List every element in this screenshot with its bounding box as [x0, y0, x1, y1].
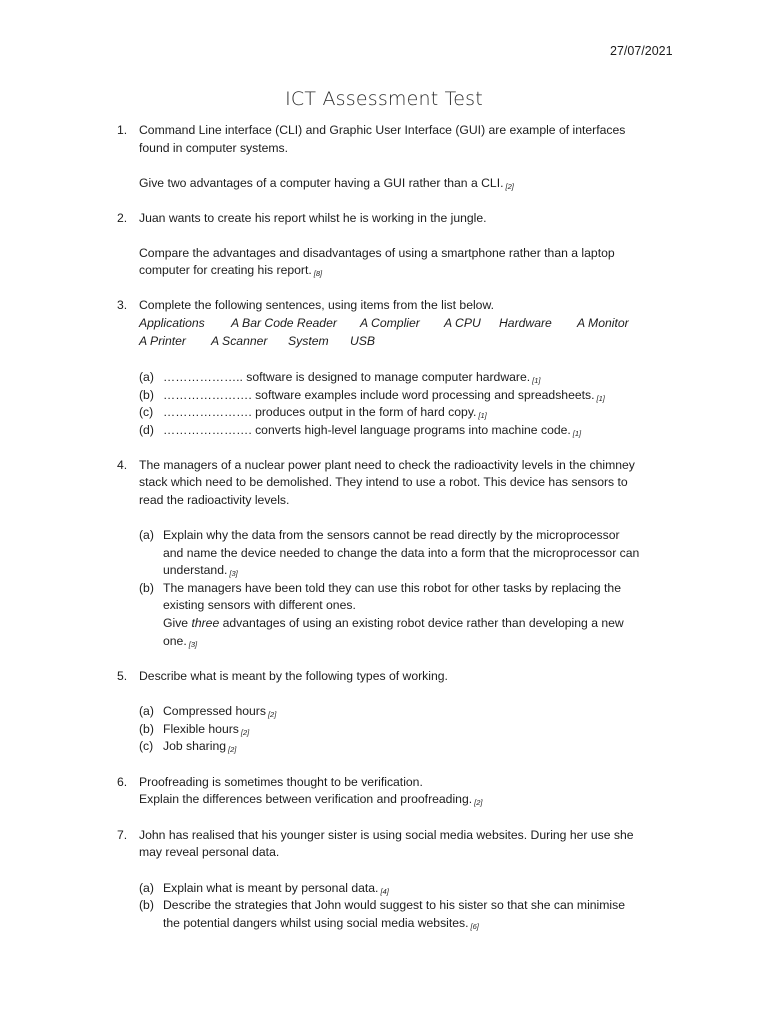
question-4-line-2: stack which need to be demolished. They intend to use a robot. This device has sensors to: [139, 475, 628, 489]
question-4b-line-1: The managers have been told they can use this robot for other tasks by replacing the: [163, 581, 621, 595]
question-4b-line-4-text: one.: [163, 634, 187, 648]
word-list-item: System: [288, 334, 329, 348]
question-4-line-3: read the radioactivity levels.: [139, 493, 290, 507]
page-title: ICT Assessment Test: [285, 88, 483, 110]
question-4-line-1: The managers of a nuclear power plant need to check the radioactivity levels in the chimney: [139, 458, 635, 472]
question-3b-marks: [1]: [596, 394, 605, 403]
question-7-number: 7.: [117, 828, 128, 842]
question-3c-marks: [1]: [478, 411, 487, 420]
question-1-task-text: Give two advantages of a computer having a GUI rather than a CLI.: [139, 176, 504, 190]
question-7b-line-2: [163, 915, 479, 936]
question-5c-label: (c): [139, 739, 154, 753]
word-list-item: Hardware: [499, 316, 552, 330]
question-4b-emphasis: three: [191, 616, 220, 630]
question-1-number: 1.: [117, 123, 128, 137]
question-3c-label: (c): [139, 405, 154, 419]
question-5-number: 5.: [117, 669, 128, 683]
question-2-number: 2.: [117, 211, 128, 225]
question-7b-marks: [6]: [470, 922, 479, 931]
question-3-line-1: Complete the following sentences, using items from the list below.: [139, 298, 494, 312]
question-5-line-1: Describe what is meant by the following types of working.: [139, 669, 448, 683]
question-3b-body: …………………. software examples include word processing and spreadsheets.: [163, 388, 595, 402]
question-4b-label: (b): [139, 581, 154, 595]
question-1-task: [139, 175, 514, 196]
question-3a-body: ……………….. software is designed to manage computer hardware.: [163, 370, 531, 384]
question-4a-marks: [3]: [229, 569, 238, 578]
question-4b-marks: [3]: [188, 640, 198, 649]
word-list-item: USB: [350, 334, 376, 348]
question-7-line-1: John has realised that his younger sister is using social media websites. During her use she: [139, 828, 634, 842]
question-4b-line-3-post: advantages of using an existing robot device rather than developing a new: [219, 616, 624, 630]
question-6-line-2: [139, 791, 482, 812]
question-5a-marks: [2]: [267, 710, 277, 719]
question-3d-label: (d): [139, 423, 154, 437]
question-6-line-2-text: Explain the differences between verification and proofreading.: [139, 792, 473, 806]
question-4-number: 4.: [117, 458, 128, 472]
question-7b-label: (b): [139, 898, 154, 912]
question-6-line-1: Proofreading is sometimes thought to be verification.: [139, 775, 423, 789]
question-6-marks: [2]: [474, 798, 483, 807]
question-4a-label: (a): [139, 528, 154, 542]
question-7a-marks: [4]: [380, 887, 389, 896]
date: 27/07/2021: [610, 44, 673, 58]
question-6-number: 6.: [117, 775, 128, 789]
question-2-line-3: [139, 262, 322, 283]
question-3b-label: (b): [139, 388, 154, 402]
question-7b-line-2-text: the potential dangers whilst using social media websites.: [163, 916, 469, 930]
question-2-line-1: Juan wants to create his report whilst he is working in the jungle.: [139, 211, 487, 225]
word-list-item: A Monitor: [577, 316, 629, 330]
question-7a-body: Explain what is meant by personal data.: [163, 881, 379, 895]
question-5b-body: Flexible hours: [163, 722, 239, 736]
question-7a-label: (a): [139, 881, 154, 895]
word-list-item: Applications: [139, 316, 205, 330]
question-3d-body: …………………. converts high-level language programs into machine code.: [163, 423, 571, 437]
question-2-line-2: Compare the advantages and disadvantages of using a smartphone rather than a laptop: [139, 246, 615, 260]
question-3a-marks: [1]: [532, 376, 541, 385]
question-2-marks: [8]: [313, 269, 323, 278]
word-list-item: A Complier: [360, 316, 420, 330]
question-4a-line-3-text: understand.: [163, 563, 228, 577]
question-4a-line-2: and name the device needed to change the data into a form that the microprocessor can: [163, 546, 640, 560]
word-list-item: A Printer: [139, 334, 186, 348]
question-4b-line-3: [163, 615, 624, 633]
word-list-item: A Bar Code Reader: [231, 316, 337, 330]
question-7-line-2: may reveal personal data.: [139, 845, 280, 859]
question-3-number: 3.: [117, 298, 128, 312]
word-list-item: A CPU: [444, 316, 481, 330]
question-4b-line-2: existing sensors with different ones.: [163, 598, 356, 612]
question-2-line-3-text: computer for creating his report.: [139, 263, 312, 277]
question-5c-body: Job sharing: [163, 739, 227, 753]
question-5b-marks: [2]: [240, 728, 250, 737]
question-3d-marks: [1]: [572, 429, 582, 438]
question-3c-body: …………………. produces output in the form of hard copy.: [163, 405, 477, 419]
question-7b-line-1: Describe the strategies that John would suggest to his sister so that she can minimise: [163, 898, 626, 912]
word-list-item: A Scanner: [211, 334, 268, 348]
question-3d-text: [163, 422, 581, 443]
question-1-line-2: found in computer systems.: [139, 141, 289, 155]
question-5c-text: [163, 738, 236, 759]
question-3a-label: (a): [139, 370, 154, 384]
question-4a-line-1: Explain why the data from the sensors cannot be read directly by the microprocessor: [163, 528, 620, 542]
question-5a-body: Compressed hours: [163, 704, 266, 718]
question-1-marks: [2]: [505, 182, 514, 191]
question-5a-label: (a): [139, 704, 154, 718]
question-5b-label: (b): [139, 722, 154, 736]
question-4b-line-4: [163, 633, 197, 654]
question-5c-marks: [2]: [228, 745, 237, 754]
question-4b-line-3-pre: Give: [163, 616, 192, 630]
question-1-line-1: Command Line interface (CLI) and Graphic User Interface (GUI) are example of interfaces: [139, 123, 626, 137]
